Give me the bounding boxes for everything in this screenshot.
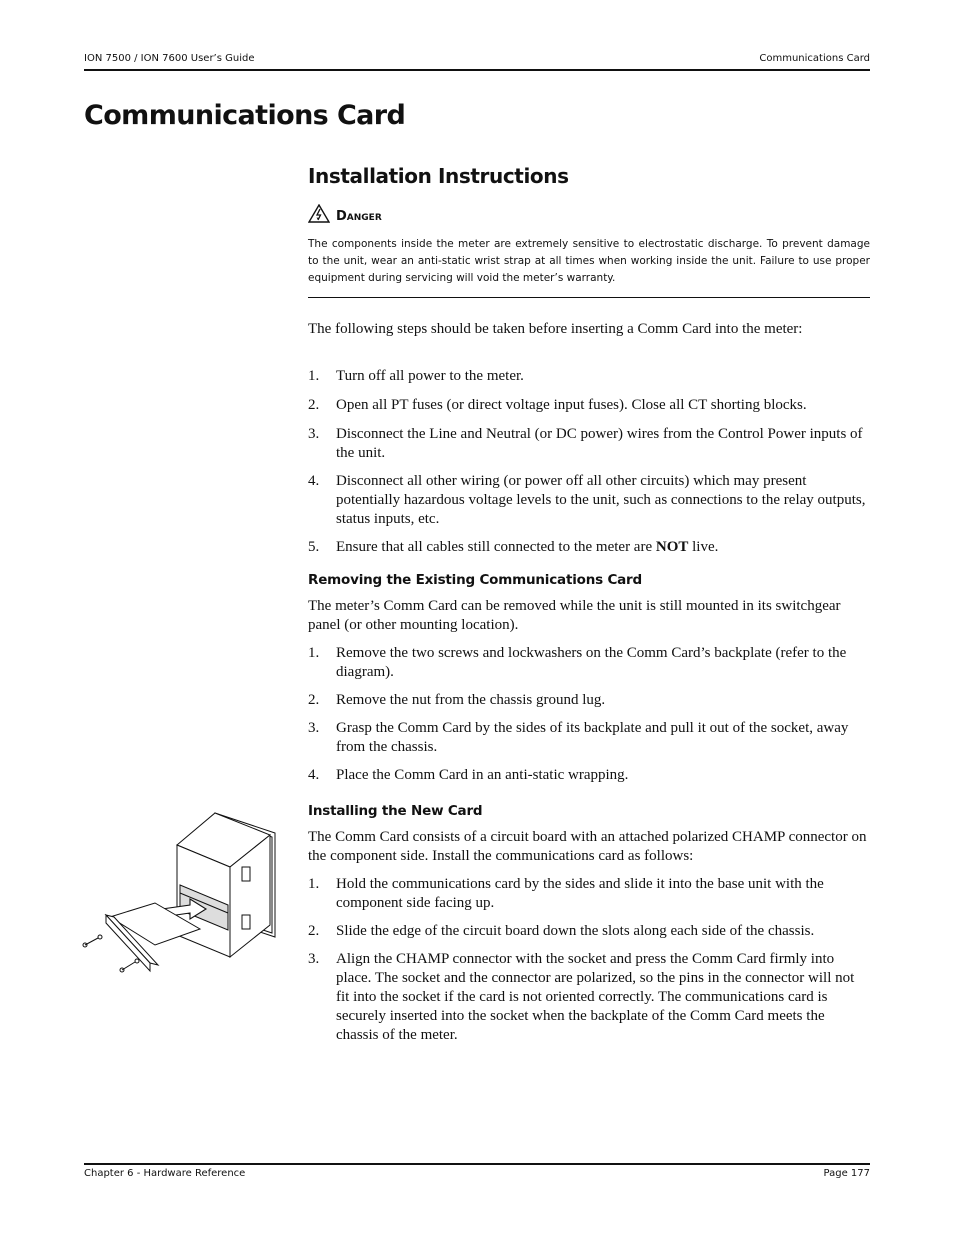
list-item: 2. Open all PT fuses (or direct voltage input fuses). Close all CT shorting blocks. <box>308 397 807 413</box>
screw-icon <box>120 959 139 972</box>
danger-rule <box>308 297 870 298</box>
list-item: 4. Disconnect all other wiring (or power off all other circuits) which may present potentially hazardous voltage levels to the unit, such as connections to the relay outputs, status inputs, etc. <box>308 473 866 527</box>
warning-triangle-icon <box>308 204 330 228</box>
pre-install-steps <box>308 367 870 557</box>
footer-rule <box>84 1163 870 1165</box>
header-guide-title: ION 7500 / ION 7600 User’s Guide <box>84 53 255 64</box>
removing-block <box>308 597 870 785</box>
danger-label: Danger <box>336 208 382 224</box>
screw-icon <box>83 935 102 947</box>
comm-card-installation-diagram <box>80 805 280 975</box>
footer-page-number: Page 177 <box>823 1168 870 1179</box>
list-item: 4. Place the Comm Card in an anti-static wrapping. <box>308 767 629 783</box>
installing-block <box>308 828 870 1045</box>
list-item: 1. Remove the two screws and lockwashers on the Comm Card’s backplate (refer to the diagram). <box>308 645 847 680</box>
list-item: 2. Remove the nut from the chassis ground lug. <box>308 692 606 708</box>
list-item: 3. Align the CHAMP connector with the socket and press the Comm Card firmly into place. The socket and the connector are polarized, so the pins in the connector will not fit into the socket if the card is not oriented correctly. The communications card is securely inserted into the socket when the backplate of the Comm Card meets the chassis of the meter. <box>308 951 855 1043</box>
intro-paragraph: The following steps should be taken before inserting a Comm Card into the meter: <box>308 321 803 337</box>
removing-intro: The meter’s Comm Card can be removed while the unit is still mounted in its switchgear panel (or other mounting location). <box>308 598 841 633</box>
installing-heading: Installing the New Card <box>308 803 483 819</box>
header-rule <box>84 69 870 71</box>
intro-block <box>308 320 870 339</box>
danger-heading <box>308 204 382 228</box>
list-item: 3. Disconnect the Line and Neutral (or DC power) wires from the Control Power inputs of the unit. <box>308 426 863 461</box>
list-item: 1. Hold the communications card by the sides and slide it into the base unit with the component side facing up. <box>308 876 824 911</box>
list-item: 1. Turn off all power to the meter. <box>308 368 524 384</box>
header-section-name: Communications Card <box>759 53 870 64</box>
page-title: Communications Card <box>84 100 406 131</box>
removing-heading: Removing the Existing Communications Card <box>308 572 642 588</box>
footer-chapter: Chapter 6 - Hardware Reference <box>84 1168 246 1179</box>
list-item: 3. Grasp the Comm Card by the sides of its backplate and pull it out of the socket, away from the chassis. <box>308 720 849 755</box>
list-item: 2. Slide the edge of the circuit board down the slots along each side of the chassis. <box>308 923 815 939</box>
danger-text: The components inside the meter are extremely sensitive to electrostatic discharge. To prevent damage to the unit, wear an anti-static wrist strap at all times when working inside the unit. Failure to use proper equipment during servicing will void the meter’s warranty. <box>308 238 870 284</box>
installing-intro: The Comm Card consists of a circuit board with an attached polarized CHAMP connector on the component side. Install the communications card as follows: <box>308 829 867 864</box>
section-title: Installation Instructions <box>308 164 569 188</box>
list-item: 5. Ensure that all cables still connected to the meter are NOT live. <box>308 539 719 555</box>
